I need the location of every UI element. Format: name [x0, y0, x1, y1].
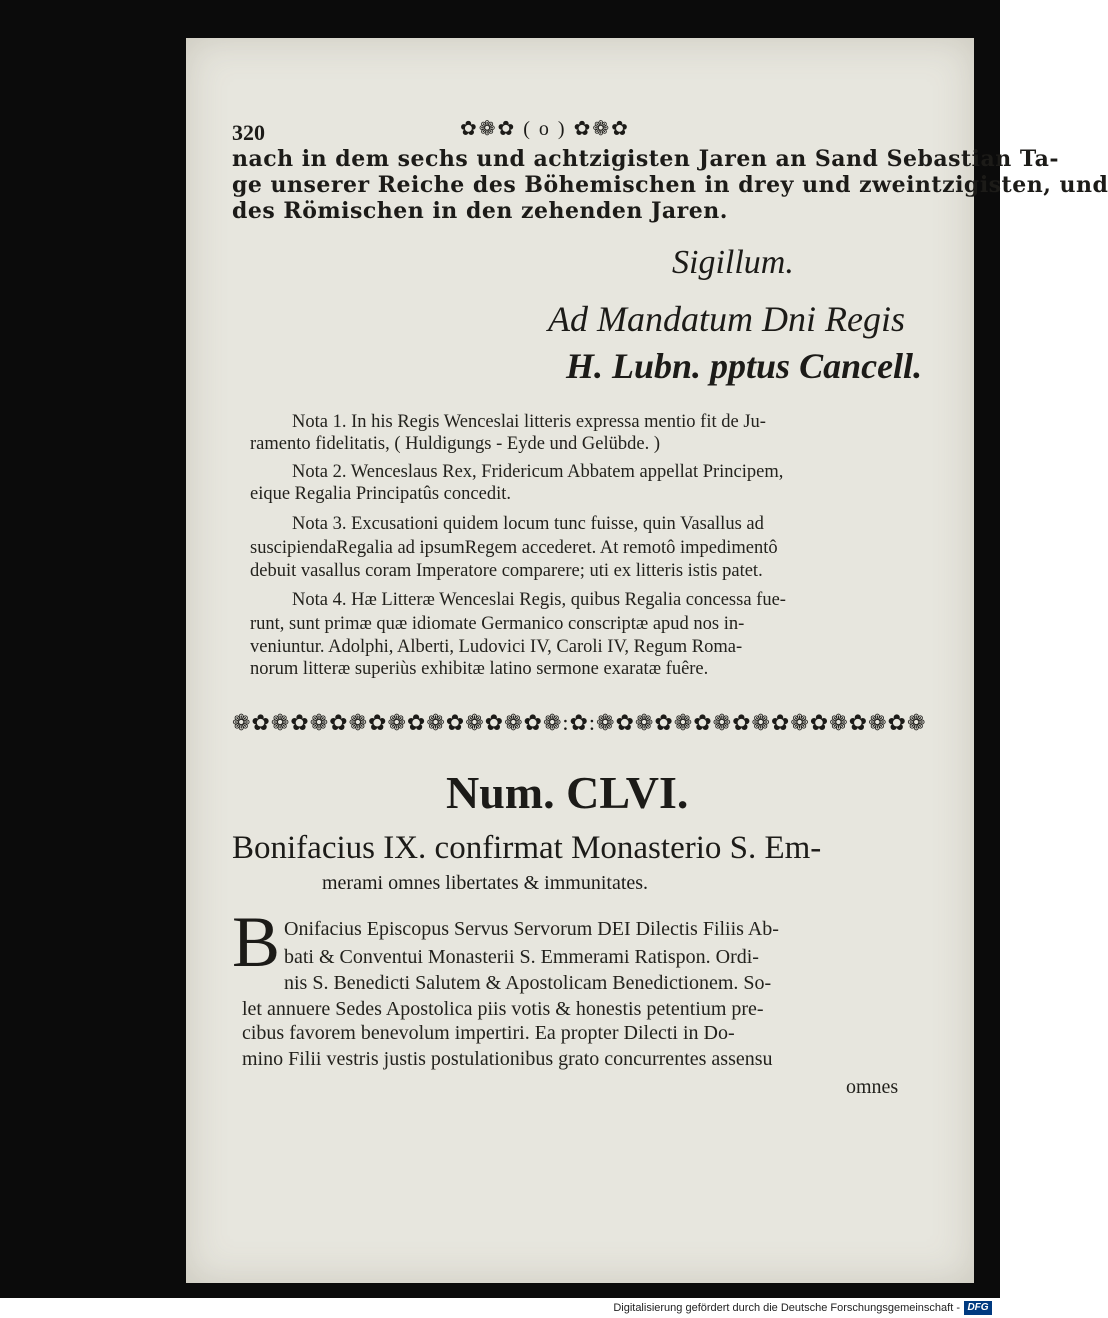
- document-number: Num. CLVI.: [446, 767, 689, 818]
- note-line: ramento fidelitatis, ( Huldigungs - Eyde und Gelübde. ): [250, 434, 660, 454]
- dfg-logo: DFG: [964, 1301, 992, 1315]
- page-number: 320: [232, 120, 265, 145]
- funding-credit: Digitalisierung gefördert durch die Deutsche Forschungsgemeinschaft -: [613, 1302, 960, 1314]
- body-text-line: nis S. Benedicti Salutem & Apostolicam Benedictionem. So-: [284, 972, 772, 994]
- sigillum-label: Sigillum.: [672, 244, 794, 281]
- note-line: suscipiendaRegalia ad ipsumRegem accederet. At remotô impedimentô: [250, 538, 778, 558]
- note-line: Nota 1. In his Regis Wenceslai litteris expressa mentio fit de Ju-: [292, 412, 766, 432]
- body-text-line: cibus favorem benevolum impertiri. Ea propter Dilecti in Do-: [242, 1022, 735, 1044]
- german-text-line: ge unserer Reiche des Böhemischen in drey und zweintzigisten, und: [232, 172, 1108, 198]
- note-line: Nota 3. Excusationi quidem locum tunc fuisse, quin Vasallus ad: [292, 514, 764, 534]
- ornament-divider: ❁✿❁✿❁✿❁✿❁✿❁✿❁✿❁✿❁:✿:❁✿❁✿❁✿❁✿❁✿❁✿❁✿❁✿❁: [232, 710, 927, 735]
- book-page: [186, 38, 974, 1283]
- drop-cap: B: [232, 902, 281, 982]
- note-line: debuit vasallus coram Imperatore comparere; uti ex litteris istis patet.: [250, 561, 763, 581]
- note-line: runt, sunt primæ quæ idiomate Germanico conscriptæ apud nos in-: [250, 614, 745, 634]
- body-text-line: mino Filii vestris justis postulationibus grato concurrentes assensu: [242, 1048, 773, 1070]
- note-line: Nota 4. Hæ Litteræ Wenceslai Regis, quibus Regalia concessa fue-: [292, 590, 786, 610]
- catchword: omnes: [846, 1076, 899, 1098]
- body-text-line: Onifacius Episcopus Servus Servorum DEI Dilectis Filiis Ab-: [284, 918, 779, 940]
- document-title: Bonifacius IX. confirmat Monasterio S. Em-: [232, 830, 822, 866]
- body-text-line: bati & Conventui Monasterii S. Emmerami Ratispon. Ordi-: [284, 946, 759, 968]
- mandatum-line: Ad Mandatum Dni Regis: [548, 299, 905, 339]
- note-line: norum litteræ superiùs exhibitæ latino sermone exaratæ fuêre.: [250, 659, 709, 679]
- german-text-line: des Römischen in den zehenden Jaren.: [232, 198, 728, 224]
- header-ornament: ✿❁✿ ( o ) ✿❁✿: [460, 118, 630, 140]
- chancellor-line: H. Lubn. pptus Cancell.: [566, 346, 923, 386]
- body-text-line: let annuere Sedes Apostolica piis votis & honestis petentium pre-: [242, 998, 764, 1020]
- german-text-line: nach in dem sechs und achtzigisten Jaren an Sand Sebastian Ta-: [232, 146, 1060, 172]
- document-subtitle: merami omnes libertates & immunitates.: [322, 872, 649, 894]
- note-line: eique Regalia Principatûs concedit.: [250, 484, 511, 504]
- note-line: Nota 2. Wenceslaus Rex, Fridericum Abbatem appellat Principem,: [292, 462, 784, 482]
- note-line: veniuntur. Adolphi, Alberti, Ludovici IV, Caroli IV, Regum Roma-: [250, 637, 743, 657]
